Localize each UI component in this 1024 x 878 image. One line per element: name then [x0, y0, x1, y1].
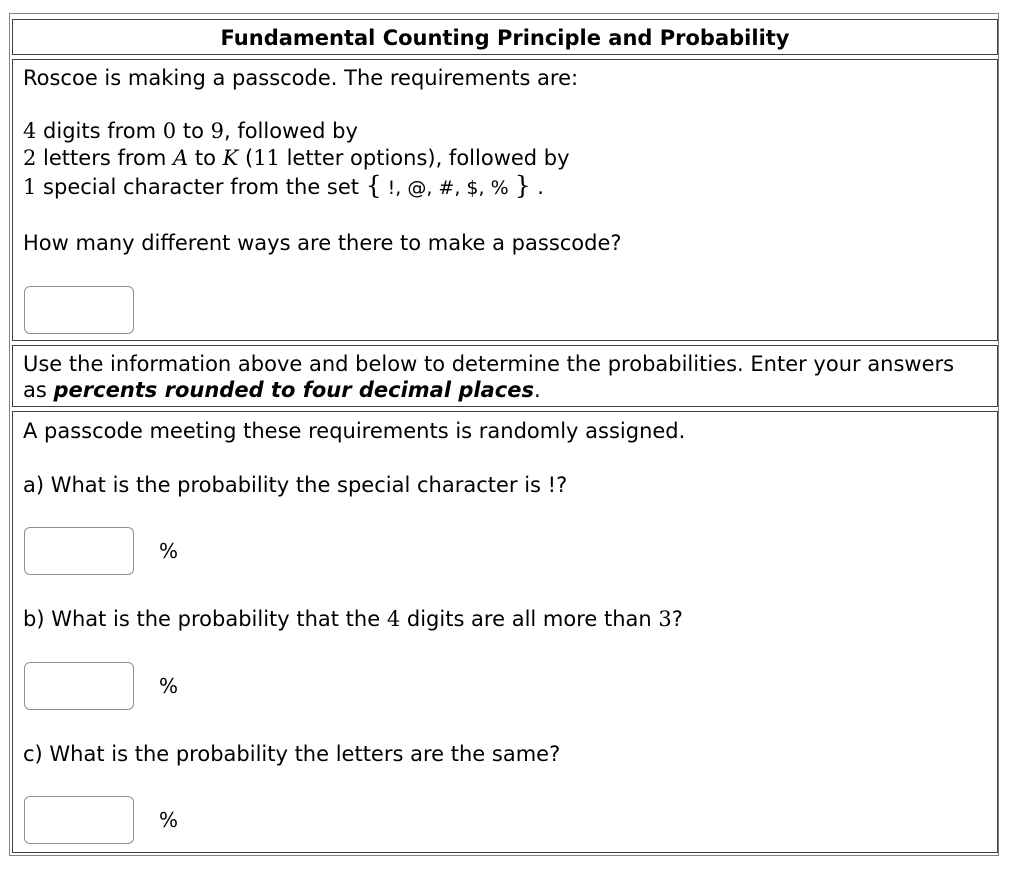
req-number: 0	[162, 119, 177, 143]
req-text: to	[188, 146, 223, 170]
instructions-text: as	[23, 378, 54, 402]
passcode-count-input[interactable]	[24, 286, 134, 334]
problem-question: How many different ways are there to make a passcode?	[23, 231, 622, 255]
question-c: c) What is the probability the letters are the same?	[23, 742, 561, 766]
req-text: letters from	[36, 146, 173, 170]
answer-c-input[interactable]	[24, 796, 134, 844]
req-text: digits from	[36, 119, 163, 143]
answer-a-input[interactable]	[24, 527, 134, 575]
req-text: , followed by	[223, 119, 358, 143]
req-variable: A	[173, 146, 189, 170]
percent-sign: %	[159, 539, 179, 563]
right-brace: }	[514, 171, 531, 200]
question-text: ?	[671, 607, 683, 631]
requirement-digits	[23, 118, 358, 145]
percent-sign: %	[159, 674, 179, 698]
question-number: 3	[658, 607, 672, 631]
title-cell	[12, 19, 998, 55]
question-b	[23, 606, 683, 633]
answer-b-input[interactable]	[24, 662, 134, 710]
percent-sign: %	[159, 808, 179, 832]
left-brace: {	[365, 171, 382, 200]
requirement-special	[23, 172, 544, 202]
req-number: 9	[210, 119, 224, 143]
requirement-letters	[23, 145, 570, 172]
problem-cell	[12, 59, 998, 341]
question-text: digits are all more than	[400, 607, 659, 631]
instructions-cell	[12, 345, 998, 407]
instructions-line1: Use the information above and below to determine the probabilities. Enter your answers	[23, 352, 955, 376]
instructions-line2	[23, 377, 541, 404]
question-text: b) What is the probability that the	[23, 607, 387, 631]
req-variable: K	[222, 146, 239, 170]
req-text: special character from the set	[36, 175, 366, 199]
question-a: a) What is the probability the special character is !?	[23, 473, 568, 497]
req-number: 4	[23, 119, 37, 143]
special-char-set: !, @, #, $, %	[381, 177, 515, 199]
parts-intro: A passcode meeting these requirements is randomly assigned.	[23, 419, 686, 443]
req-number: 2	[23, 146, 37, 170]
req-text: .	[530, 175, 544, 199]
instructions-text: .	[533, 378, 541, 402]
req-text: to	[176, 119, 211, 143]
req-text: letter options), followed by	[279, 146, 570, 170]
instructions-emphasis: percents rounded to four decimal places	[53, 378, 534, 402]
req-number: 11	[253, 146, 280, 170]
page-title: Fundamental Counting Principle and Probability	[220, 26, 790, 50]
parts-cell	[12, 411, 998, 853]
question-number: 4	[386, 607, 401, 631]
req-text: (	[238, 146, 254, 170]
problem-intro: Roscoe is making a passcode. The requirements are:	[23, 66, 579, 90]
req-number: 1	[23, 175, 37, 199]
